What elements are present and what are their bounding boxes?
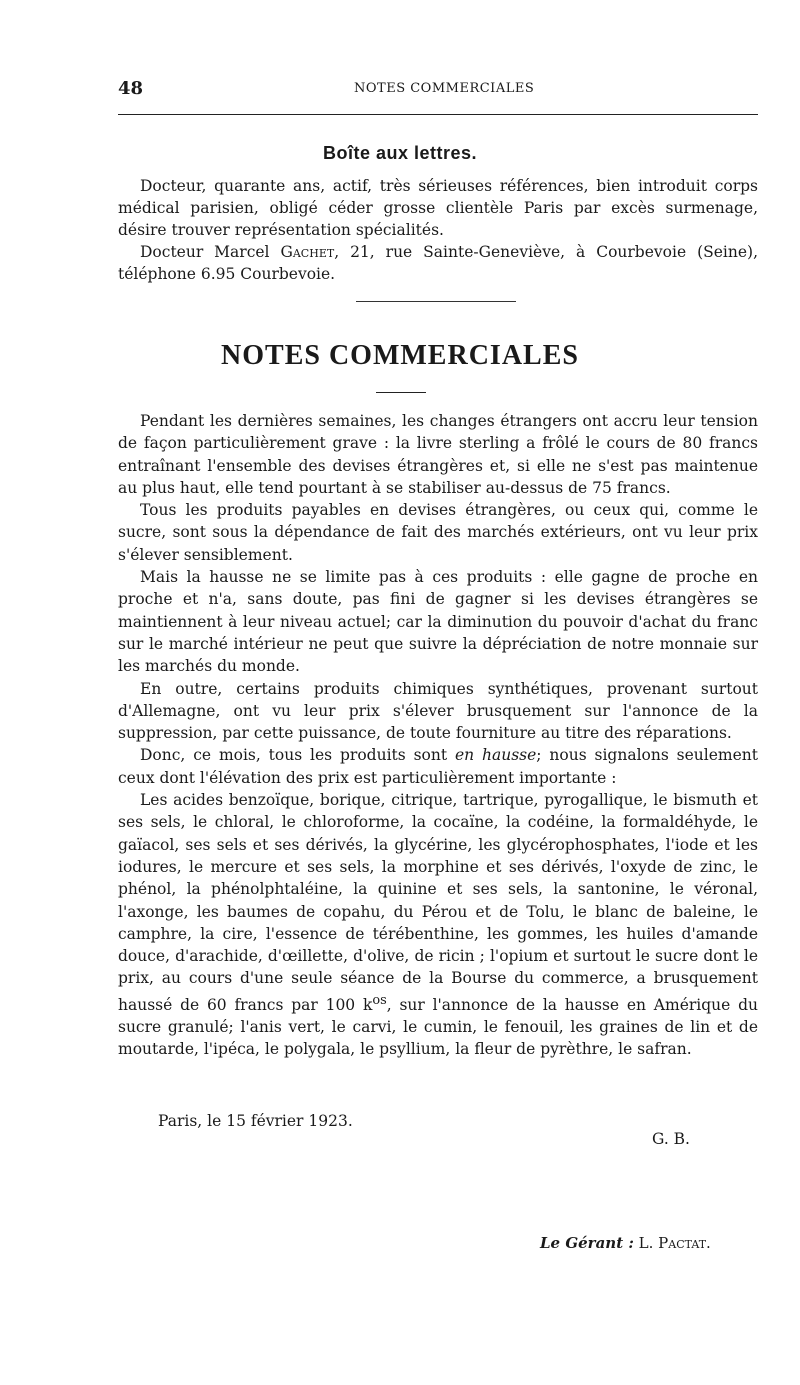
p6-before: Les acides benzoïque, borique, citrique, tartrique, pyrogallique, le bismuth et ses sels, le chloral, le chloroforme, la cocaïne, la codéine, la formaldéhyde, le gaïacol, ses sels et ses dérivés, la glycérine, les glycérophosphates, l'iode et les iodures, le mercure et ses sels, la morphine et ses dérivés, l'oxyde de zinc, le phénol, la phénolphtaléine, la quinine et ses sels, la santonine, le véronal, l'axonge, les baumes de copahu, du Pérou et de Tolu, le blanc de baleine, le camphre, la cire, l'essence de térébenthine, les gommes, les huiles d'amande douce, d'arachide, d'œillette, d'olive, de ricin ; l'opium et surtout le sucre dont le prix, au cours d'une seule séance de la Bourse du commerce, a brusquement haussé de 60 francs par 100 k <box>118 791 758 1014</box>
doctor-surname: Gachet <box>280 243 335 261</box>
letters-section <box>118 175 758 285</box>
letters-paragraph-1: Docteur, quarante ans, actif, très sérieuses références, bien introduit corps médical parisien, obligé céder grosse clientèle Paris par excès surmenage, désire trouver représentation spécialités. <box>118 177 758 239</box>
p5-before: Donc, ce mois, tous les produits sont <box>140 746 455 765</box>
running-head <box>118 78 758 98</box>
article-date: Paris, le 15 février 1923. <box>158 1112 353 1130</box>
title-underline <box>376 392 426 393</box>
p5-italic: en hausse <box>454 746 537 765</box>
article-body <box>118 410 758 1061</box>
letters-paragraph-2 <box>118 241 758 285</box>
article-paragraph-2: Tous les produits payables en devises étrangères, ou ceux qui, comme le sucre, sont sous la dépendance de fait des marchés extérieurs, ont vu leur prix s'élever sensiblement. <box>118 501 758 564</box>
article-paragraph-5 <box>118 744 758 789</box>
article-paragraph-1: Pendant les dernières semaines, les changes étrangers ont accru leur tension de façon particulièrement grave : la livre sterling a frôlé le cours de 80 francs entraînant l'ensemble des devises étrangères et, si elle ne s'est pas maintenue au plus haut, elle tend pourtant à se stabiliser au-dessus de 75 francs. <box>118 412 758 497</box>
signoff <box>118 1112 758 1152</box>
author-initials: G. B. <box>651 1130 690 1148</box>
letters-heading: Boîte aux lettres. <box>322 143 478 163</box>
article-paragraph-6 <box>118 789 758 1061</box>
page-number: 48 <box>118 78 144 99</box>
article-title: NOTES COMMERCIALES <box>221 340 579 371</box>
p5-after: ; nous signalons seulement ceux dont l'élévation des prix est particulièrement importante : <box>118 746 758 787</box>
letters-p2-before: Docteur Marcel <box>140 243 281 261</box>
section-divider <box>356 301 516 302</box>
p6-superscript: os <box>372 992 387 1008</box>
gerant-name: L. Pactat. <box>638 1234 711 1252</box>
article-paragraph-4: En outre, certains produits chimiques synthétiques, provenant surtout d'Allemagne, ont vu leur prix s'élever brusquement sur l'annonce de la suppression, par cette puissance, de toute fourniture au titre des réparations. <box>118 679 758 743</box>
gerant-label: Le Gérant : <box>540 1234 634 1252</box>
header-rule <box>118 114 758 115</box>
article-paragraph-3: Mais la hausse ne se limite pas à ces produits : elle gagne de proche en proche et n'a, sans doute, pas fini de gagner si les devises étrangères se maintiennent à leur niveau actuel; car la diminution du pouvoir d'achat du franc sur le marché intérieur ne peut que suivre la dépréciation de notre monnaie sur les marchés du monde. <box>118 568 758 676</box>
p6-after: , sur l'annonce de la hausse en Amérique du sucre granulé; l'anis vert, le carvi, le cumin, le fenouil, les graines de lin et de moutarde, l'ipéca, le polygala, le psyllium, la fleur de pyrèthre, le safran. <box>118 995 758 1059</box>
gerant-line <box>540 1234 711 1252</box>
letters-p2-after: , 21, rue Sainte-Geneviève, à Courbevoie (Seine), téléphone 6.95 Courbevoie. <box>118 243 758 283</box>
running-title: NOTES COMMERCIALES <box>354 81 535 96</box>
